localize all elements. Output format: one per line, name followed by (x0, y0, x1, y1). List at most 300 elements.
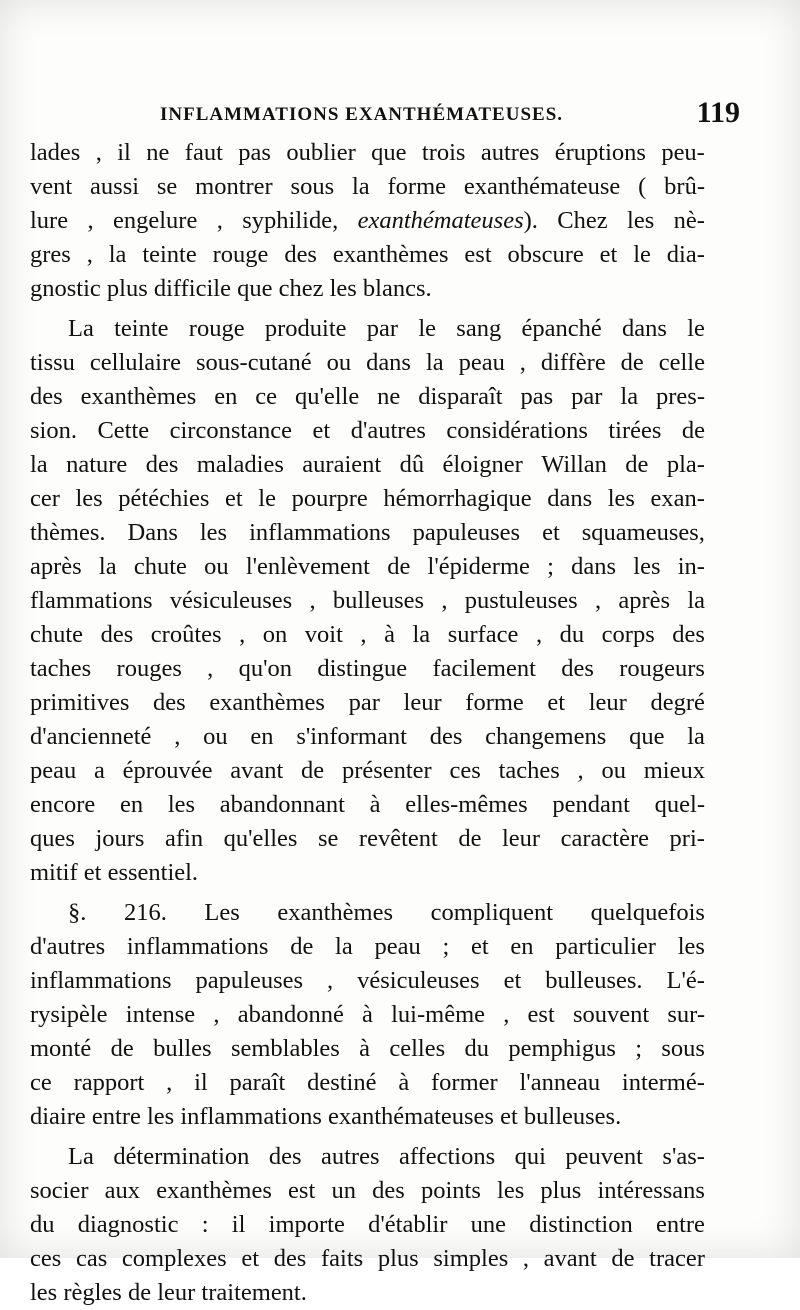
text-word: lades (30, 139, 81, 166)
text-word: pétéchies (118, 485, 210, 512)
text-word: distinction (529, 1211, 633, 1238)
text-word: exan- (650, 485, 705, 512)
text-word: des (429, 723, 463, 750)
text-word: , (166, 1069, 173, 1096)
running-header (40, 96, 740, 132)
body-text (30, 136, 705, 1310)
text-word: éloigner (442, 451, 523, 478)
text-word: leur (403, 689, 442, 716)
text-word: de (301, 757, 325, 784)
text-word: de (611, 1245, 635, 1272)
text-word: cer (30, 485, 60, 512)
text-word: caractère (560, 825, 649, 852)
text-line (30, 346, 705, 380)
text-word: après (30, 553, 82, 580)
text-word: par (571, 383, 603, 410)
text-word: thèmes. (30, 519, 106, 546)
text-word: sang (456, 315, 502, 342)
text-word: les (607, 485, 635, 512)
text-word: des (273, 1245, 307, 1272)
text-word: facilement (432, 655, 536, 682)
text-line (30, 822, 705, 856)
text-word: abandonné (237, 1001, 344, 1028)
text-word: , (327, 967, 334, 994)
text-word: inflammations (126, 933, 269, 960)
text-word: exanthémateuse (463, 173, 621, 200)
text-word: sur- (667, 1001, 705, 1028)
text-word: affections (398, 1143, 496, 1170)
text-word: à (384, 621, 395, 648)
text-word: hémorrhagique (383, 485, 532, 512)
text-word: inflammations (249, 519, 391, 546)
text-line-content: les règles de leur traitement. (30, 1279, 307, 1306)
text-word: présenter (341, 757, 432, 784)
text-word: intéressans (597, 1177, 705, 1204)
text-line (30, 584, 705, 618)
text-word: exanthèmes (156, 1177, 272, 1204)
text-line (30, 964, 705, 998)
text-word: , (360, 621, 367, 648)
text-word: aux (104, 1177, 141, 1204)
text-word: ( (638, 173, 647, 200)
text-line (30, 788, 705, 822)
text-word: vent (30, 173, 73, 200)
text-word: plus (540, 1177, 582, 1204)
text-word: ; (635, 1035, 643, 1062)
text-word: gres (30, 241, 71, 268)
text-word: sous (661, 1035, 705, 1062)
text-word: à (362, 1001, 373, 1028)
text-word: intermé- (621, 1069, 705, 1096)
text-word: diffère (540, 349, 606, 376)
text-word: , (522, 1245, 530, 1272)
text-word: 216. (123, 899, 167, 926)
text-line (30, 618, 705, 652)
text-word: exanthèmes (80, 383, 197, 410)
text-word: à (359, 1035, 371, 1062)
text-word: ne (146, 139, 170, 166)
text-word: distingue (317, 655, 408, 682)
text-word: , (95, 139, 102, 166)
text-word: à (398, 1069, 410, 1096)
text-word: du (30, 1211, 55, 1238)
text-word: lure (30, 207, 69, 234)
text-word: particulier (555, 933, 656, 960)
text-word: du (559, 621, 585, 648)
text-word: de (620, 349, 644, 376)
text-word: il (194, 1069, 208, 1096)
text-word: est (464, 241, 492, 268)
text-word: en (510, 933, 534, 960)
text-line (30, 136, 705, 170)
text-word: et (503, 967, 522, 994)
text-word: produite (264, 315, 347, 342)
text-word: le (258, 485, 276, 512)
text-word: ce (255, 383, 278, 410)
text-word: du (464, 1035, 489, 1062)
text-line (30, 550, 705, 584)
text-word: L'é- (666, 967, 705, 994)
text-line (30, 856, 705, 890)
text-word: des (372, 1177, 405, 1204)
text-word: pri- (669, 825, 705, 852)
text-line (30, 482, 705, 516)
text-word: considérations (446, 417, 588, 444)
text-word: vésiculeuses (169, 587, 293, 614)
text-line (30, 312, 705, 346)
text-line (30, 448, 705, 482)
text-word: disparaît (418, 383, 503, 410)
text-word: maladies (196, 451, 284, 478)
text-line-content: diaire entre les inflammations exanthémateuses et bulleuses. (30, 1103, 622, 1130)
text-line (30, 516, 705, 550)
text-word: former (431, 1069, 498, 1096)
text-word: la (351, 173, 370, 200)
text-word: on (262, 621, 288, 648)
text-word: est (288, 1177, 316, 1204)
text-word: Cette (97, 417, 150, 444)
text-word: par (348, 689, 380, 716)
text-word: détermination (113, 1143, 250, 1170)
text-word: ces (449, 757, 481, 784)
text-word: d'autres (30, 933, 106, 960)
text-word: de (110, 1035, 134, 1062)
text-word: squameuses, (581, 519, 705, 546)
text-line (30, 686, 705, 720)
text-word: l'épiderme (427, 553, 530, 580)
text-word: tracer (649, 1245, 705, 1272)
text-word: ne (377, 383, 401, 410)
text-line (30, 1276, 705, 1310)
text-word: s'as- (662, 1143, 705, 1170)
text-word: pas (520, 383, 554, 410)
text-word: et (225, 485, 243, 512)
text-word: dû (399, 451, 425, 478)
text-word: complexes (121, 1245, 227, 1272)
text-word: avant (543, 1245, 597, 1272)
text-word: avant (230, 757, 284, 784)
text-word: mieux (643, 757, 705, 784)
text-word: La (68, 315, 94, 342)
text-word: , (213, 1001, 220, 1028)
text-word: de (625, 451, 649, 478)
text-word: forme (387, 173, 446, 200)
text-word: circonstance (169, 417, 293, 444)
text-word: plus (377, 1245, 419, 1272)
text-word: dia- (666, 241, 705, 268)
text-word: les (627, 207, 655, 234)
text-line (30, 930, 705, 964)
text-word: d'ancienneté (30, 723, 152, 750)
text-word: pendant (552, 791, 630, 818)
text-word: qu'elle (294, 383, 360, 410)
text-word: le (633, 241, 651, 268)
text-word: simples (433, 1245, 509, 1272)
text-word: a (94, 757, 105, 784)
text-word: épanché (521, 315, 602, 342)
text-word: des (268, 1143, 302, 1170)
text-word: montrer (195, 173, 273, 200)
text-word: , (503, 1001, 510, 1028)
text-word: de (458, 825, 482, 852)
text-word: rouge (212, 241, 269, 268)
text-word: ou (326, 349, 352, 376)
text-word: autres (321, 1143, 380, 1170)
text-word: , (535, 621, 543, 648)
text-line-content: mitif et essentiel. (30, 859, 199, 886)
text-word: la (620, 383, 639, 410)
text-line (30, 896, 705, 930)
text-word: : (201, 1211, 209, 1238)
text-word: leur (588, 689, 627, 716)
text-word: la (335, 933, 353, 960)
text-word: nature (66, 451, 128, 478)
text-line-content: gnostic plus difficile que chez les blancs. (30, 275, 432, 302)
text-word: peu- (661, 139, 705, 166)
text-word: d'établir (368, 1211, 448, 1238)
text-word: de (681, 417, 705, 444)
text-word: changemens (485, 723, 607, 750)
text-word: entre (655, 1211, 705, 1238)
text-word: corps (601, 621, 655, 648)
text-line (30, 1032, 705, 1066)
text-word: le (687, 315, 705, 342)
text-word: des (30, 383, 63, 410)
text-line (30, 998, 705, 1032)
text-line (30, 754, 705, 788)
text-word: semblables (230, 1035, 340, 1062)
text-word: un (331, 1177, 356, 1204)
text-line (30, 1174, 705, 1208)
text-word: rysipèle (30, 1001, 108, 1028)
text-word: ces (30, 1245, 62, 1272)
text-word: les (75, 485, 103, 512)
text-word: taches (30, 655, 92, 682)
text-word: lui-même (391, 1001, 485, 1028)
text-word: quelquefois (590, 899, 705, 926)
text-word: que (371, 139, 407, 166)
text-word: et (547, 689, 566, 716)
text-word: jours (95, 825, 145, 852)
text-word: que (629, 723, 665, 750)
text-word: Les (204, 899, 240, 926)
text-word: des (561, 655, 594, 682)
text-word: elles-mêmes (405, 791, 528, 818)
text-word: Dans (127, 519, 178, 546)
text-line (30, 652, 705, 686)
text-word: se (317, 825, 339, 852)
text-word: la (425, 349, 444, 376)
text-word: teinte (114, 315, 169, 342)
text-word: qu'elles (223, 825, 298, 852)
text-word: ques (30, 825, 75, 852)
text-word: peau (374, 933, 421, 960)
text-word: ; (442, 933, 450, 960)
text-word: l'anneau (519, 1069, 601, 1096)
text-word: est (527, 1001, 555, 1028)
text-word: revêtent (358, 825, 438, 852)
text-word: les (199, 519, 228, 546)
text-word: éprouvée (122, 757, 213, 784)
text-word: rapport (73, 1069, 145, 1096)
text-word: les (497, 1177, 525, 1204)
text-word: leur (502, 825, 541, 852)
text-word: des (672, 621, 705, 648)
text-word: croûtes (150, 621, 222, 648)
text-line (30, 380, 705, 414)
text-word: les (677, 933, 705, 960)
text-word: sous (290, 173, 335, 200)
text-word: à (369, 791, 381, 818)
text-line (30, 414, 705, 448)
text-word: des (145, 451, 179, 478)
text-word: dans (547, 485, 593, 512)
text-word: les (167, 791, 196, 818)
text-word: le (418, 315, 437, 342)
text-word: la (108, 241, 127, 268)
text-word: destiné (307, 1069, 377, 1096)
text-word: taches (498, 757, 560, 784)
text-word: papuleuses (195, 967, 304, 994)
text-word: abandonnant (219, 791, 345, 818)
text-word: primitives (30, 689, 130, 716)
text-word: surface (447, 621, 519, 648)
text-word: cas (75, 1245, 108, 1272)
text-word: ou (204, 553, 229, 580)
text-word: in- (677, 553, 705, 580)
text-word: engelure (113, 207, 198, 234)
text-word: Chez (557, 207, 608, 234)
text-line (30, 1242, 705, 1276)
text-word: et (312, 417, 331, 444)
text-word: , (594, 587, 602, 614)
text-word: papuleuses (412, 519, 521, 546)
text-word: bulleuses. (545, 967, 643, 994)
text-line (30, 1066, 705, 1100)
text-word: auraient (302, 451, 382, 478)
text-word: peuvent (565, 1143, 643, 1170)
text-word: la (687, 587, 705, 614)
text-word: la (98, 553, 117, 580)
text-word: et (241, 1245, 260, 1272)
text-word: faut (184, 139, 223, 166)
text-word: nè- (673, 207, 705, 234)
text-word: sion. (30, 417, 77, 444)
text-word: La (68, 1143, 94, 1170)
text-word: quel- (654, 791, 705, 818)
text-word: éruptions (554, 139, 646, 166)
text-word: afin (164, 825, 204, 852)
text-line (30, 272, 705, 306)
text-word: , (239, 621, 246, 648)
text-word: paraît (229, 1069, 286, 1096)
text-word: en (214, 383, 238, 410)
text-word: obscure (507, 241, 584, 268)
text-word: , (86, 241, 93, 268)
text-line (30, 204, 705, 238)
text-word: de (387, 553, 411, 580)
text-word: intense (125, 1001, 196, 1028)
text-word: faits (321, 1245, 364, 1272)
text-word: des (153, 689, 186, 716)
text-word: et (542, 519, 560, 546)
text-word: degré (650, 689, 705, 716)
text-word: Willan (541, 451, 607, 478)
text-word: importe (268, 1211, 345, 1238)
text-word: tissu (30, 349, 75, 376)
text-word: rouges (116, 655, 182, 682)
running-title: INFLAMMATIONS EXANTHÉMATEUSES. (160, 104, 564, 125)
text-word: l'enlèvement (245, 553, 370, 580)
text-word: qui (514, 1143, 546, 1170)
text-word: de (290, 933, 314, 960)
text-word: exanthèmes (332, 241, 449, 268)
text-word: ou (203, 723, 228, 750)
text-word: se (156, 173, 178, 200)
text-line (30, 720, 705, 754)
text-word: socier (30, 1177, 89, 1204)
text-word: la (687, 723, 705, 750)
text-word: oublier (286, 139, 356, 166)
text-word: d'autres (350, 417, 426, 444)
text-word: et (471, 933, 489, 960)
text-word: monté (30, 1035, 92, 1062)
text-word: des (100, 621, 134, 648)
text-word: les (633, 553, 661, 580)
text-word: compliquent (430, 899, 554, 926)
text-word: il (231, 1211, 246, 1238)
text-word: forme (465, 689, 524, 716)
text-word: , (216, 207, 223, 234)
text-word: pla- (666, 451, 705, 478)
text-word: flammations (30, 587, 153, 614)
text-word: sous-cutané (195, 349, 312, 376)
text-word: pemphigus (508, 1035, 616, 1062)
text-line (30, 170, 705, 204)
text-word: tirées (608, 417, 662, 444)
text-line (30, 238, 705, 272)
text-word: chute (133, 553, 187, 580)
text-word: , (309, 587, 316, 614)
text-word: des (284, 241, 317, 268)
text-word: pustuleuses (464, 587, 578, 614)
text-line (30, 1140, 705, 1174)
text-word: après (618, 587, 671, 614)
text-word: autres (480, 139, 540, 166)
text-word: une (470, 1211, 506, 1238)
text-word: cellulaire (89, 349, 182, 376)
text-word: celle (658, 349, 705, 376)
text-word: aussi (90, 173, 140, 200)
text-word: , (207, 655, 214, 682)
text-word: ou (601, 757, 626, 784)
text-word: ; (547, 553, 554, 580)
text-word: syphilide, (242, 207, 339, 234)
text-word: en (120, 791, 144, 818)
text-word: ce (30, 1069, 52, 1096)
text-word: pourpre (291, 485, 368, 512)
text-word: bulleuses (332, 587, 425, 614)
text-word: trois (421, 139, 466, 166)
text-word: celles (389, 1035, 446, 1062)
text-word: points (420, 1177, 481, 1204)
text-word: qu'on (238, 655, 293, 682)
text-word: bulles (153, 1035, 212, 1062)
text-word: exanthèmes (277, 899, 394, 926)
text-word: dans (622, 315, 667, 342)
text-word: exanthémateuses). (357, 207, 538, 234)
text-word: , (174, 723, 181, 750)
